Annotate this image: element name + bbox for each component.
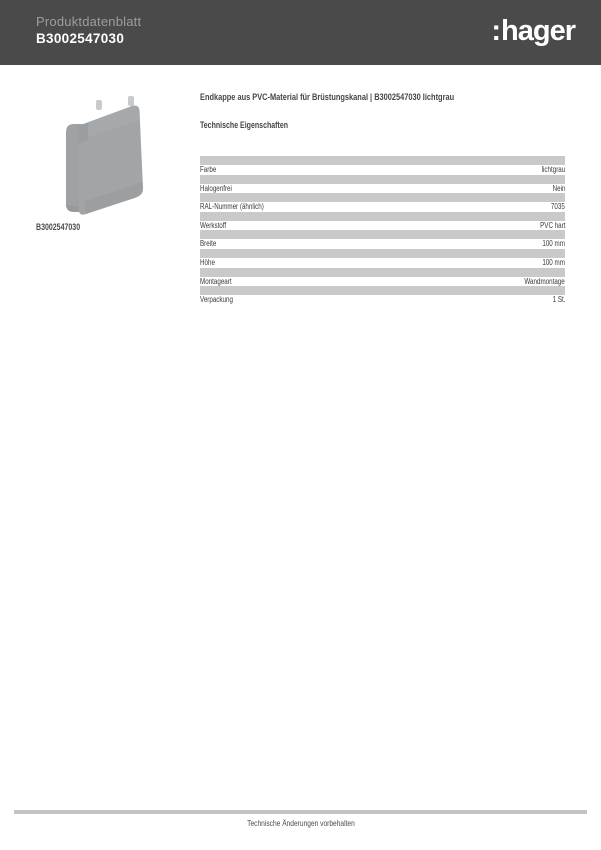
technical-specs-table [200,156,565,305]
row-content [200,202,565,212]
spec-value: lichtgrau [541,165,565,174]
row-stripe [200,268,565,277]
product-number: B3002547030 [36,31,125,46]
spec-value: 1 St. [552,295,565,305]
table-row [200,156,565,175]
row-content [200,165,565,175]
spec-value: Nein [552,183,565,193]
row-stripe [200,212,565,221]
spec-label: Halogenfrei [200,183,232,193]
spec-label: Breite [200,239,217,249]
table-row [200,230,565,249]
row-content [200,184,565,194]
spec-value: 100 mm [542,239,565,249]
table-row [200,268,565,287]
row-content [200,221,565,231]
row-stripe [200,156,565,165]
spec-label: RAL-Nummer (ähnlich) [200,202,264,212]
row-stripe [200,286,565,295]
spec-value: PVC hart [539,220,565,230]
spec-value: 100 mm [542,257,565,267]
row-stripe [200,249,565,258]
footer-disclaimer: Technische Änderungen vorbehalten [246,818,355,828]
logo-colon: : [491,15,501,47]
row-content [200,239,565,249]
spec-label: Montageart [200,276,232,286]
document-type-label: Produktdatenblatt [36,14,142,29]
section-heading: Technische Eigenschaften [200,120,289,130]
row-stripe [200,175,565,184]
table-row [200,175,565,194]
end-cap-illustration [36,96,160,222]
spec-value: Wandmontage [524,276,565,286]
spec-value: 7035 [551,202,565,212]
row-content [200,258,565,268]
row-content [200,295,565,305]
footer-divider [14,810,587,814]
logo-text: hager [501,15,575,47]
image-caption: B3002547030 [36,222,81,232]
spec-label: Werkstoff [200,220,227,230]
table-row [200,286,565,305]
product-title: Endkappe aus PVC-Material für Brüstungskanal | B3002547030 lichtgrau [200,92,455,103]
table-row [200,212,565,231]
page-header [0,0,601,65]
spec-label: Verpackung [200,295,233,305]
row-stripe [200,193,565,202]
product-image [36,96,160,222]
row-content [200,277,565,287]
hager-logo [491,17,575,46]
table-row [200,249,565,268]
spec-label: Höhe [200,257,215,267]
spec-label: Farbe [200,165,217,174]
row-stripe [200,230,565,239]
table-row [200,193,565,212]
